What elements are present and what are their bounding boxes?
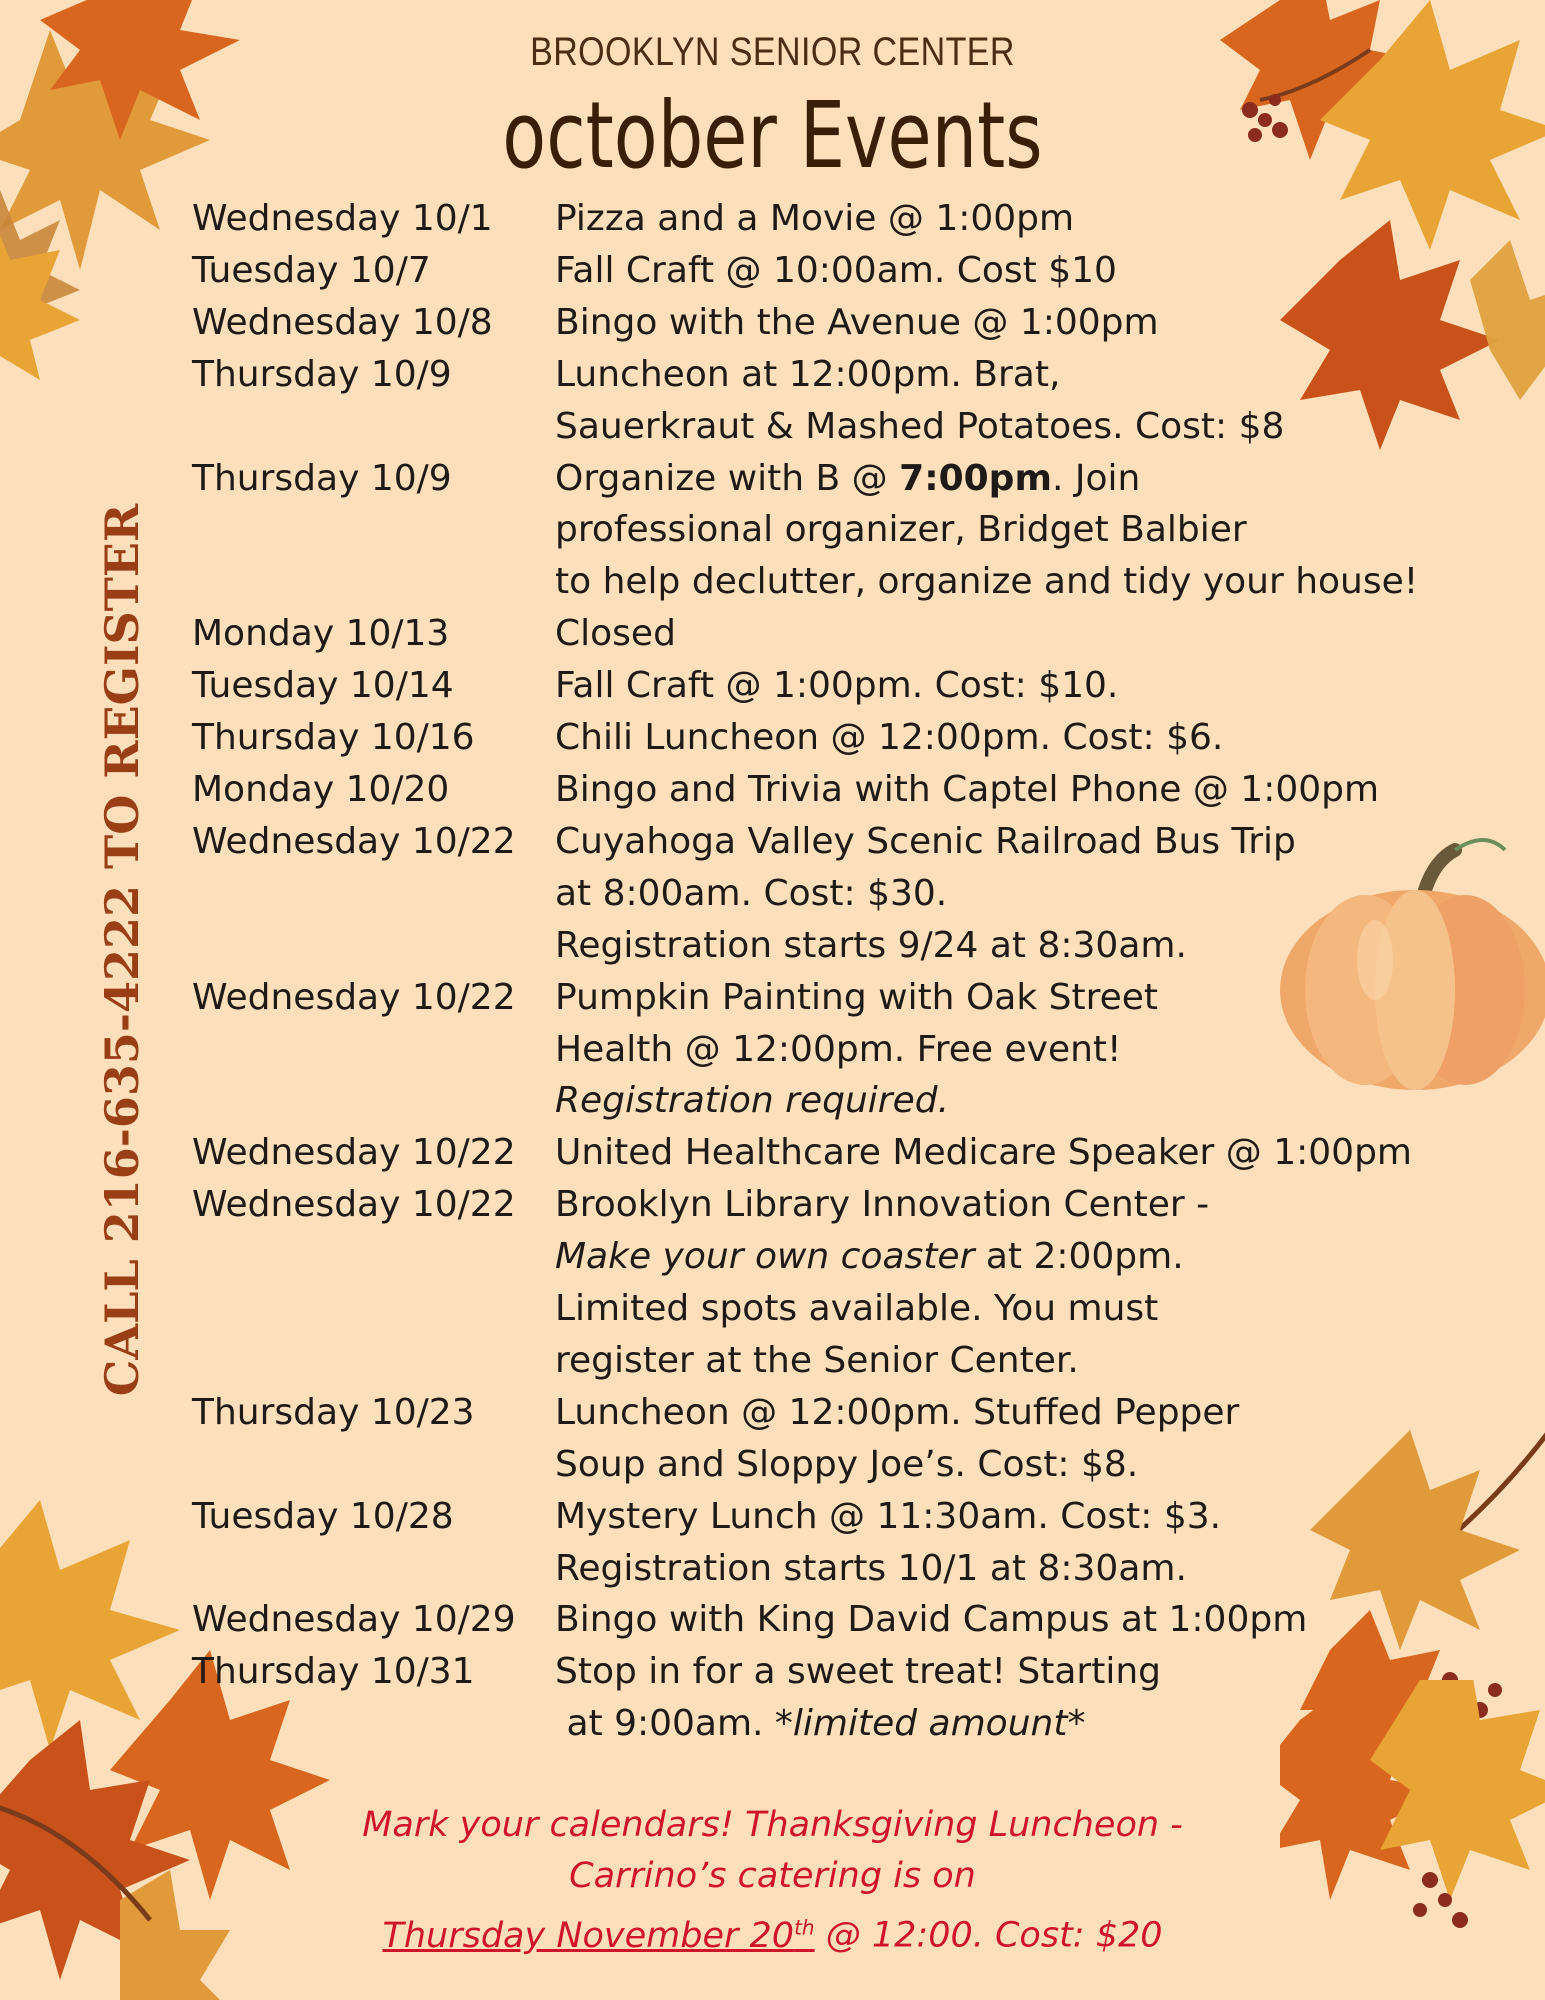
event-day: Monday 10/13 (192, 613, 450, 655)
event-text-run: Brooklyn Library Innovation Center - (555, 1184, 1210, 1226)
event-description (555, 712, 1492, 764)
event-row (192, 1491, 1492, 1595)
event-text-run: Health @ 12:00pm. Free event! (555, 1028, 1122, 1070)
event-row (192, 1387, 1492, 1491)
event-text-run: Pumpkin Painting with Oak Street (555, 976, 1159, 1018)
event-text-run: to help declutter, organize and tidy your house! (555, 561, 1419, 603)
footer-line-3: Thursday November 20th @ 12:00. Cost: $20 (382, 1915, 1163, 1956)
event-description-line: Chili Luncheon @ 12:00pm. Cost: $6. (555, 717, 1224, 759)
event-description (555, 1179, 1492, 1387)
event-description (555, 608, 1492, 660)
event-description (555, 297, 1492, 349)
event-description-line (555, 1231, 1492, 1283)
event-text-run: 7:00pm (899, 457, 1052, 499)
event-row (192, 764, 1492, 816)
event-description-line (555, 1024, 1492, 1076)
event-text-run: Make your own coaster (555, 1236, 975, 1278)
event-description-line (555, 972, 1492, 1024)
event-description-line (555, 556, 1492, 608)
event-description (555, 1491, 1492, 1595)
event-description-line: Bingo with the Avenue @ 1:00pm (555, 301, 1159, 343)
event-text-run: professional organizer, Bridget Balbier (555, 509, 1247, 551)
event-text-run: at 9:00am. (555, 1703, 775, 1745)
event-day: Tuesday 10/7 (192, 249, 431, 291)
event-row (192, 660, 1492, 712)
event-text-run: *limited amount* (774, 1703, 1086, 1745)
event-row (192, 1179, 1492, 1387)
event-description-line (555, 1179, 1492, 1231)
event-description-line: Fall Craft @ 1:00pm. Cost: $10. (555, 665, 1119, 707)
event-row (192, 1646, 1492, 1750)
footer-line-2: Carrino’s catering is on (569, 1856, 976, 1896)
event-row (192, 1127, 1492, 1179)
event-description-line: Fall Craft @ 10:00am. Cost $10 (555, 249, 1117, 291)
event-description-line: Sauerkraut & Mashed Potatoes. Cost: $8 (555, 405, 1285, 447)
event-row (192, 453, 1492, 609)
event-description (555, 972, 1492, 1128)
event-description-line: at 8:00am. Cost: $30. (555, 872, 948, 914)
page-title: october Events (502, 82, 1043, 189)
event-description-line: United Healthcare Medicare Speaker @ 1:00pm (555, 1132, 1412, 1174)
event-text-run: Limited spots available. You must (555, 1288, 1159, 1330)
event-row (192, 193, 1492, 245)
event-text-run: . Join (1051, 457, 1141, 499)
event-description-line (555, 1646, 1492, 1698)
event-description (555, 764, 1492, 816)
event-description-line: Bingo and Trivia with Captel Phone @ 1:00pm (555, 768, 1380, 810)
event-row (192, 712, 1492, 764)
event-description-line: Mystery Lunch @ 11:30am. Cost: $3. (555, 1495, 1222, 1537)
event-row (192, 349, 1492, 453)
event-text-run: Organize with B @ (555, 457, 900, 499)
event-description-line: Luncheon at 12:00pm. Brat, (555, 353, 1061, 395)
event-row (192, 608, 1492, 660)
event-description (555, 453, 1492, 609)
footer-date-link: Thursday November 20th (382, 1915, 815, 1956)
event-description-line: Registration starts 10/1 at 8:30am. (555, 1547, 1187, 1589)
event-description (555, 1594, 1492, 1646)
event-day: Thursday 10/9 (192, 353, 452, 395)
event-description-line: Closed (555, 613, 676, 655)
event-day: Tuesday 10/14 (192, 665, 454, 707)
event-row (192, 972, 1492, 1128)
event-day: Thursday 10/23 (192, 1391, 475, 1433)
organization-name: BROOKLYN SENIOR CENTER (530, 30, 1015, 74)
event-description-line (555, 1698, 1492, 1750)
event-description-line (555, 1335, 1492, 1387)
event-day: Wednesday 10/22 (192, 820, 516, 862)
maple-leaf-icon (0, 200, 90, 380)
event-description-line: Luncheon @ 12:00pm. Stuffed Pepper (555, 1391, 1240, 1433)
event-description-line (555, 1283, 1492, 1335)
event-description-line: Cuyahoga Valley Scenic Railroad Bus Trip (555, 820, 1296, 862)
footer-line-1: Mark your calendars! Thanksgiving Luncheon - (362, 1805, 1183, 1845)
event-day: Wednesday 10/22 (192, 1132, 516, 1174)
events-schedule (192, 193, 1492, 1750)
event-description-line: Bingo with King David Campus at 1:00pm (555, 1599, 1308, 1641)
event-day: Wednesday 10/22 (192, 1184, 516, 1226)
thanksgiving-notice (0, 1800, 1545, 1962)
event-description (555, 1387, 1492, 1491)
register-phone-banner: CALL 216-635-4222 TO REGISTER (95, 503, 149, 1397)
event-day: Tuesday 10/28 (192, 1495, 454, 1537)
event-description-line (555, 504, 1492, 556)
event-description-line: Soup and Sloppy Joe’s. Cost: $8. (555, 1443, 1139, 1485)
event-row (192, 245, 1492, 297)
event-description-line: Pizza and a Movie @ 1:00pm (555, 198, 1075, 239)
event-row (192, 297, 1492, 349)
event-day: Wednesday 10/22 (192, 976, 516, 1018)
event-day: Thursday 10/16 (192, 717, 475, 759)
event-description (555, 1127, 1492, 1179)
event-description-line (555, 1075, 1492, 1127)
event-description (555, 660, 1492, 712)
event-text-run: register at the Senior Center. (555, 1339, 1079, 1381)
event-description (555, 349, 1492, 453)
event-day: Thursday 10/9 (192, 457, 452, 499)
event-text-run: Registration required. (555, 1080, 950, 1122)
event-description-line (555, 453, 1492, 505)
event-day: Thursday 10/31 (192, 1651, 475, 1693)
event-description (555, 1646, 1492, 1750)
event-description (555, 245, 1492, 297)
event-description-line: Registration starts 9/24 at 8:30am. (555, 924, 1187, 966)
event-row (192, 816, 1492, 972)
event-day: Wednesday 10/1 (192, 198, 493, 239)
event-text-run: at 2:00pm. (974, 1236, 1184, 1278)
event-row (192, 1594, 1492, 1646)
event-day: Wednesday 10/29 (192, 1599, 516, 1641)
event-description (555, 816, 1492, 972)
event-day: Monday 10/20 (192, 768, 450, 810)
event-day: Wednesday 10/8 (192, 301, 493, 343)
event-description (555, 193, 1492, 245)
event-text-run: Stop in for a sweet treat! Starting (555, 1651, 1161, 1693)
